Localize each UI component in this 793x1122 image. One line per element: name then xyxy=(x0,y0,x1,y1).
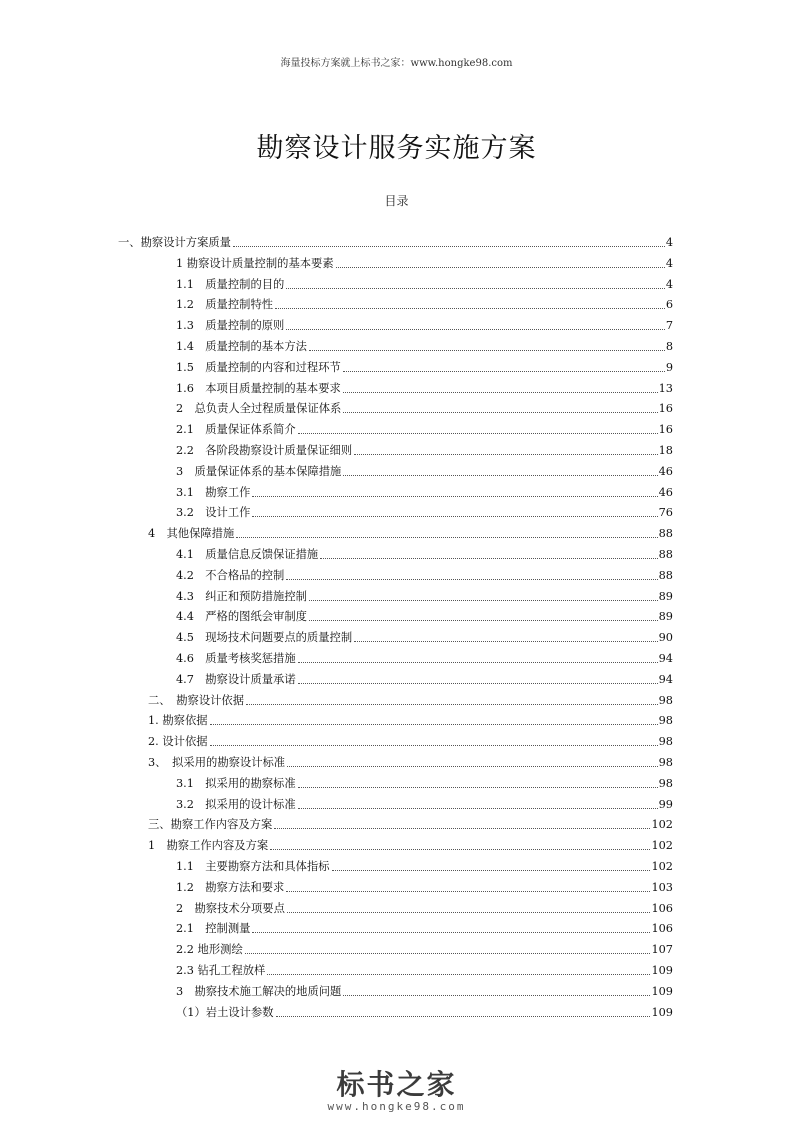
toc-entry-page: 102 xyxy=(651,860,673,873)
toc-leader-dots xyxy=(298,662,658,663)
toc-leader-dots xyxy=(286,891,650,892)
toc-leader-dots xyxy=(276,1016,651,1017)
toc-entry-page: 109 xyxy=(651,984,673,998)
toc-entry-page: 76 xyxy=(658,506,673,520)
footer-url: www.hongke98.com xyxy=(327,1100,466,1113)
toc-entry-label: 1.5 质量控制的内容和过程环节 xyxy=(176,360,341,374)
toc-entry-page: 16 xyxy=(658,402,673,416)
toc-leader-dots xyxy=(343,371,665,372)
toc-entry-label: 2.1 控制测量 xyxy=(176,922,251,936)
footer-logo: 标书之家 xyxy=(336,1068,457,1101)
toc-entry[interactable] xyxy=(176,440,673,458)
toc-entry[interactable] xyxy=(176,918,673,936)
toc-entry-page: 88 xyxy=(658,568,673,582)
toc-entry-label: 1.1 主要勘察方法和具体指标 xyxy=(176,860,330,873)
toc-leader-dots xyxy=(287,766,658,767)
toc-entry-label: 二、 勘察设计依据 xyxy=(148,693,245,707)
toc-leader-dots xyxy=(320,558,657,559)
toc-entry-page: 94 xyxy=(658,672,673,686)
toc-entry-label: 4.5 现场技术问题要点的质量控制 xyxy=(176,631,353,645)
toc-entry[interactable] xyxy=(176,606,673,624)
toc-entry[interactable] xyxy=(176,544,673,562)
toc-entry-page: 90 xyxy=(658,631,673,645)
toc-entry[interactable] xyxy=(148,752,673,770)
toc-entry-page: 4 xyxy=(665,256,673,270)
toc-leader-dots xyxy=(298,433,658,434)
toc-entry-label: 3.1 勘察工作 xyxy=(176,485,251,499)
toc-entry[interactable] xyxy=(176,482,673,500)
toc-entry-label: 3.1 拟采用的勘察标准 xyxy=(176,776,296,790)
toc-entry-page: 98 xyxy=(658,735,673,749)
toc-entry[interactable] xyxy=(176,669,673,687)
document-title: 勘察设计服务实施方案 xyxy=(256,133,537,164)
toc-entry-page: 46 xyxy=(658,464,673,478)
toc-leader-dots xyxy=(275,308,665,309)
toc-entry-page: 4 xyxy=(665,277,673,291)
toc-entry-label: 1.2 质量控制特性 xyxy=(176,298,274,312)
toc-heading: 目录 xyxy=(384,194,409,208)
toc-entry[interactable] xyxy=(176,648,673,666)
toc-entry[interactable] xyxy=(176,586,673,604)
toc-entry[interactable] xyxy=(148,814,673,832)
toc-entry-page: 109 xyxy=(651,1005,673,1019)
toc-entry-label: 一、勘察设计方案质量 xyxy=(118,236,231,249)
page-header: 海量投标方案就上标书之家：www.hongke98.com xyxy=(280,58,513,69)
toc-entry-page: 4 xyxy=(665,236,673,249)
toc-entry[interactable] xyxy=(176,378,673,396)
toc-entry-page: 102 xyxy=(651,818,673,832)
toc-entry[interactable] xyxy=(176,274,673,292)
toc-entry-label: 3.2 拟采用的设计标准 xyxy=(176,797,296,811)
toc-leader-dots xyxy=(298,787,658,788)
toc-entry-page: 89 xyxy=(658,610,673,624)
toc-entry[interactable] xyxy=(176,939,673,957)
toc-entry[interactable] xyxy=(176,336,673,354)
toc-entry-label: 1 勘察工作内容及方案 xyxy=(148,839,269,853)
toc-entry-label: 1.1 质量控制的目的 xyxy=(176,277,285,291)
toc-leader-dots xyxy=(210,724,658,725)
toc-entry-label: （1）岩土设计参数 xyxy=(176,1005,274,1019)
toc-entry-page: 88 xyxy=(658,527,673,541)
toc-entry-label: 2. 设计依据 xyxy=(148,735,208,749)
toc-entry-label: 1 勘察设计质量控制的基本要素 xyxy=(176,256,334,270)
toc-entry[interactable] xyxy=(148,731,673,749)
toc-leader-dots xyxy=(298,683,658,684)
toc-entry-page: 89 xyxy=(658,589,673,603)
toc-entry[interactable] xyxy=(176,773,673,791)
toc-entry-page: 103 xyxy=(651,880,673,894)
toc-entry[interactable] xyxy=(176,856,673,874)
toc-entry-label: 4.2 不合格品的控制 xyxy=(176,568,285,582)
toc-entry[interactable] xyxy=(118,232,673,250)
toc-entry-label: 4.3 纠正和预防措施控制 xyxy=(176,589,307,603)
toc-entry-label: 1.4 质量控制的基本方法 xyxy=(176,340,307,353)
toc-leader-dots xyxy=(252,932,650,933)
toc-entry-label: 4.6 质量考核奖惩措施 xyxy=(176,652,296,665)
toc-entry[interactable] xyxy=(176,419,673,437)
toc-leader-dots xyxy=(252,516,657,517)
toc-entry[interactable] xyxy=(176,565,673,583)
toc-leader-dots xyxy=(309,600,658,601)
toc-leader-dots xyxy=(267,974,650,975)
toc-entry-label: 4 其他保障措施 xyxy=(148,527,235,541)
toc-leader-dots xyxy=(245,953,651,954)
toc-entry-label: 2.1 质量保证体系简介 xyxy=(176,423,296,437)
toc-leader-dots xyxy=(309,620,658,621)
toc-entry-page: 102 xyxy=(651,839,673,853)
toc-leader-dots xyxy=(233,246,665,247)
toc-entry[interactable] xyxy=(176,315,673,333)
toc-entry[interactable] xyxy=(176,627,673,645)
toc-entry[interactable] xyxy=(176,502,673,520)
toc-leader-dots xyxy=(236,537,657,538)
toc-entry-page: 98 xyxy=(658,756,673,769)
toc-entry[interactable] xyxy=(176,398,673,416)
toc-entry-page: 98 xyxy=(658,693,673,707)
toc-entry[interactable] xyxy=(148,523,673,541)
toc-entry-label: 2 总负责人全过程质量保证体系 xyxy=(176,402,342,416)
toc-entry-page: 18 xyxy=(658,444,673,457)
toc-leader-dots xyxy=(286,579,657,580)
toc-entry-page: 88 xyxy=(658,548,673,561)
toc-entry-page: 107 xyxy=(651,943,673,957)
toc-entry-label: 1.6 本项目质量控制的基本要求 xyxy=(176,381,341,395)
toc-leader-dots xyxy=(343,392,658,393)
toc-entry-page: 106 xyxy=(651,901,673,915)
toc-leader-dots xyxy=(270,849,650,850)
toc-leader-dots xyxy=(252,496,657,497)
toc-entry[interactable] xyxy=(148,710,673,728)
toc-entry-label: 2.2 地形测绘 xyxy=(176,943,243,957)
toc-entry-page: 7 xyxy=(665,319,673,333)
toc-entry-label: 3、 拟采用的勘察设计标准 xyxy=(148,756,286,769)
toc-leader-dots xyxy=(343,412,657,413)
toc-entry-page: 109 xyxy=(651,964,673,977)
toc-leader-dots xyxy=(210,745,658,746)
toc-leader-dots xyxy=(246,704,658,705)
toc-entry[interactable] xyxy=(148,690,673,708)
toc-entry-page: 13 xyxy=(658,381,673,395)
toc-leader-dots xyxy=(309,350,665,351)
toc-entry-page: 106 xyxy=(651,922,673,936)
toc-leader-dots xyxy=(332,870,651,871)
toc-entry-label: 1.3 质量控制的原则 xyxy=(176,319,285,333)
toc-leader-dots xyxy=(354,454,658,455)
toc-leader-dots xyxy=(298,808,658,809)
toc-entry-page: 16 xyxy=(658,423,673,437)
toc-entry-page: 9 xyxy=(665,360,673,374)
toc-entry[interactable] xyxy=(176,253,673,271)
toc-entry-page: 99 xyxy=(658,797,673,811)
toc-entry-label: 三、勘察工作内容及方案 xyxy=(148,818,273,832)
toc-entry-label: 3.2 设计工作 xyxy=(176,506,251,520)
toc-entry-label: 4.4 严格的图纸会审制度 xyxy=(176,610,307,624)
toc-leader-dots xyxy=(336,267,665,268)
toc-leader-dots xyxy=(287,912,651,913)
toc-entry-label: 2.2 各阶段勘察设计质量保证细则 xyxy=(176,444,353,457)
toc-entry-page: 8 xyxy=(665,340,673,353)
toc-entry-page: 98 xyxy=(658,714,673,728)
toc-leader-dots xyxy=(343,475,657,476)
toc-entry-page: 6 xyxy=(665,298,673,312)
toc-entry-page: 94 xyxy=(658,652,673,665)
toc-entry[interactable] xyxy=(148,835,673,853)
toc-entry-label: 3 勘察技术施工解决的地质问题 xyxy=(176,984,342,998)
toc-entry-label: 2.3 钻孔工程放样 xyxy=(176,964,266,977)
toc-entry-label: 1.2 勘察方法和要求 xyxy=(176,880,285,894)
toc-leader-dots xyxy=(354,641,658,642)
toc-entry-label: 3 质量保证体系的基本保障措施 xyxy=(176,464,342,478)
toc-entry-page: 46 xyxy=(658,485,673,499)
toc-entry-page: 98 xyxy=(658,776,673,790)
toc-entry-label: 2 勘察技术分项要点 xyxy=(176,901,285,915)
toc-entry-label: 4.7 勘察设计质量承诺 xyxy=(176,672,296,686)
toc-entry[interactable] xyxy=(176,960,673,978)
toc-entry[interactable] xyxy=(176,794,673,812)
toc-entry[interactable] xyxy=(176,294,673,312)
toc-entry-label: 4.1 质量信息反馈保证措施 xyxy=(176,548,319,561)
toc-leader-dots xyxy=(343,995,650,996)
toc-entry[interactable] xyxy=(176,1002,673,1020)
toc-entry[interactable] xyxy=(176,981,673,999)
toc-entry[interactable] xyxy=(176,357,673,375)
toc-entry[interactable] xyxy=(176,898,673,916)
toc-leader-dots xyxy=(274,828,650,829)
toc-leader-dots xyxy=(286,288,664,289)
toc-entry-label: 1. 勘察依据 xyxy=(148,714,208,728)
toc-leader-dots xyxy=(286,329,664,330)
toc-entry[interactable] xyxy=(176,461,673,479)
toc-entry[interactable] xyxy=(176,877,673,895)
